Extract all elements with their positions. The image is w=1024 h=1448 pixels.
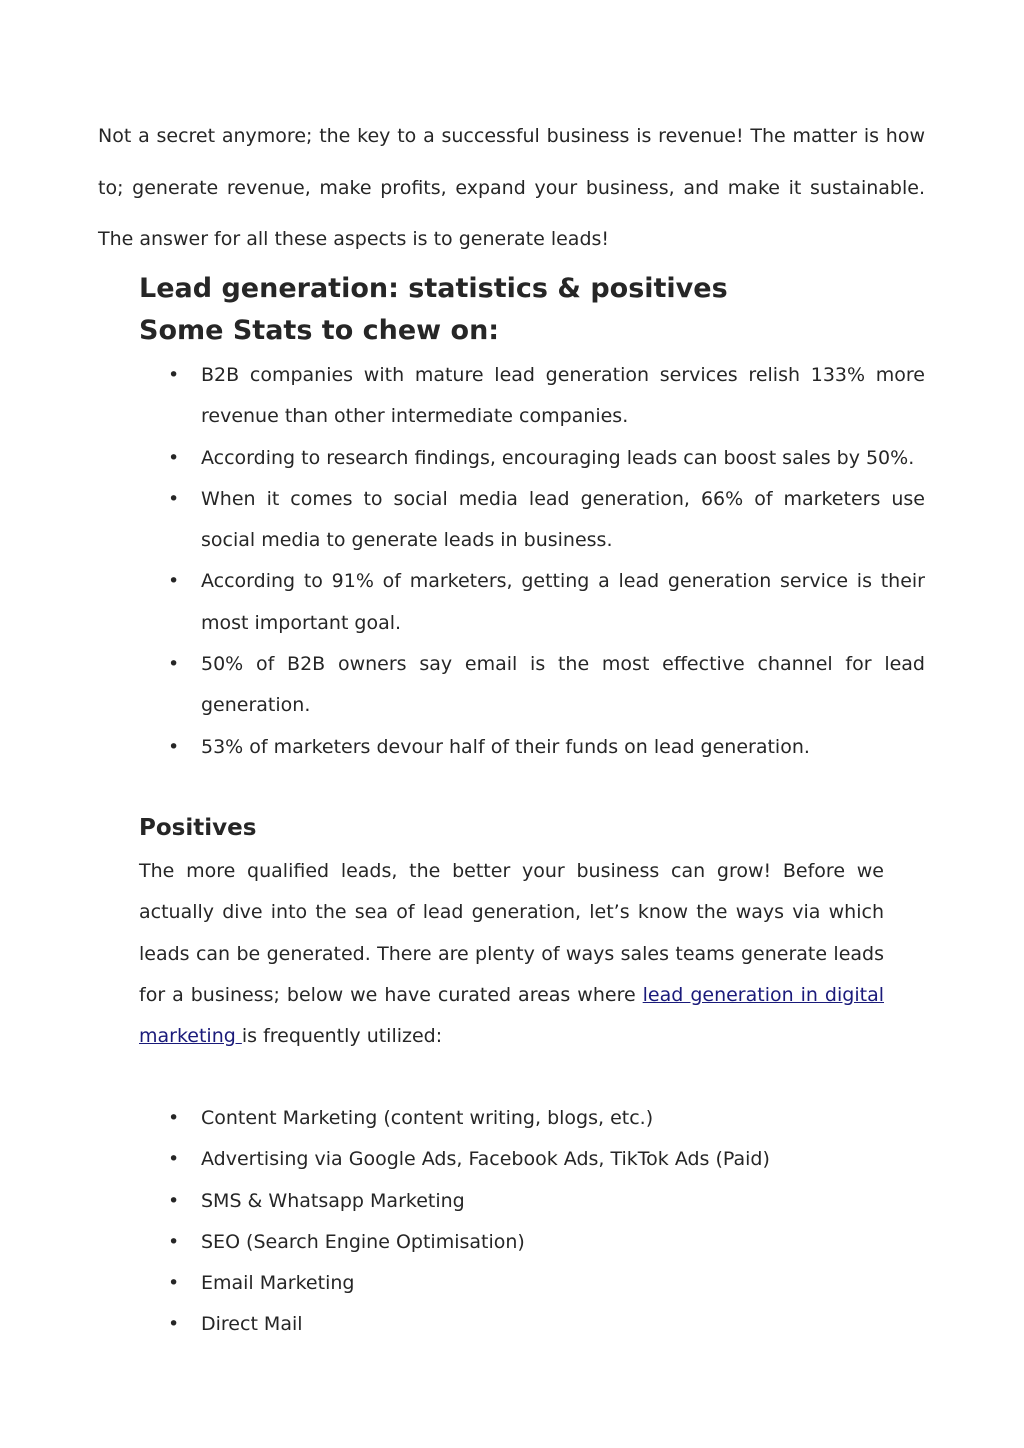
stats-list <box>0 355 925 768</box>
areas-list-item <box>0 1139 925 1180</box>
positives-text-end: is frequently utilized: <box>241 1025 443 1048</box>
bullet-icon: • <box>168 653 180 676</box>
stats-list-item <box>0 727 925 768</box>
stats-item-text: 53% of marketers devour half of their funds on lead generation. <box>201 735 810 758</box>
bullet-icon: • <box>168 1313 180 1336</box>
stats-item-text: 50% of B2B owners say email is the most effective channel for lead generation. <box>201 653 925 717</box>
stats-heading: Some Stats to chew on: <box>139 315 500 346</box>
stats-list-item <box>0 561 925 644</box>
bullet-icon: • <box>168 570 180 593</box>
areas-item-text: Email Marketing <box>201 1272 355 1295</box>
areas-list-item <box>0 1098 925 1139</box>
bullet-icon: • <box>168 1230 180 1253</box>
section-heading: Lead generation: statistics & positives <box>139 273 728 304</box>
bullet-icon: • <box>168 1272 180 1295</box>
bullet-icon: • <box>168 487 180 510</box>
digital-marketing-link[interactable]: lead generation in digital marketing <box>139 983 884 1048</box>
areas-item-text: SEO (Search Engine Optimisation) <box>201 1230 525 1253</box>
areas-item-text: Content Marketing (content writing, blogs, etc.) <box>201 1107 654 1129</box>
positives-paragraph <box>139 851 884 1057</box>
areas-list-item <box>0 1304 925 1345</box>
areas-list <box>0 1098 925 1346</box>
intro-paragraph: Not a secret anymore; the key to a successful business is revenue! The matter is how to; generate revenue, make profits, expand your business, and make it sustainable. The answer for all these aspects is to generate leads! <box>98 125 925 250</box>
positives-text: The more qualified leads, the better your business can grow! Before we actually dive into the sea of lead generation, let’s know the ways via which leads can be generated. There are plenty of ways sales teams generate leads for a business; below we have curated areas where <box>139 860 884 1006</box>
stats-item-text: According to research findings, encouraging leads can boost sales by 50%. <box>201 446 915 469</box>
positives-heading: Positives <box>139 815 257 841</box>
bullet-icon: • <box>168 735 180 758</box>
areas-item-text: Advertising via Google Ads, Facebook Ads, TikTok Ads (Paid) <box>201 1148 770 1171</box>
stats-item-text: When it comes to social media lead generation, 66% of marketers use social media to generate leads in business. <box>201 487 925 552</box>
stats-list-item <box>0 479 925 562</box>
areas-list-item <box>0 1181 925 1222</box>
stats-item-text: According to 91% of marketers, getting a lead generation service is their most important goal. <box>201 570 925 634</box>
stats-item-text: B2B companies with mature lead generation services relish 133% more revenue than other intermediate companies. <box>201 364 925 428</box>
stats-list-item <box>0 438 925 479</box>
areas-item-text: Direct Mail <box>201 1313 303 1336</box>
bullet-icon: • <box>168 1189 180 1212</box>
bullet-icon: • <box>168 1107 180 1129</box>
areas-list-item <box>0 1263 925 1304</box>
bullet-icon: • <box>168 1148 180 1171</box>
bullet-icon: • <box>168 364 180 386</box>
areas-item-text: SMS & Whatsapp Marketing <box>201 1189 465 1212</box>
stats-list-item <box>0 355 925 438</box>
bullet-icon: • <box>168 446 180 469</box>
areas-list-item <box>0 1222 925 1263</box>
stats-list-item <box>0 644 925 727</box>
